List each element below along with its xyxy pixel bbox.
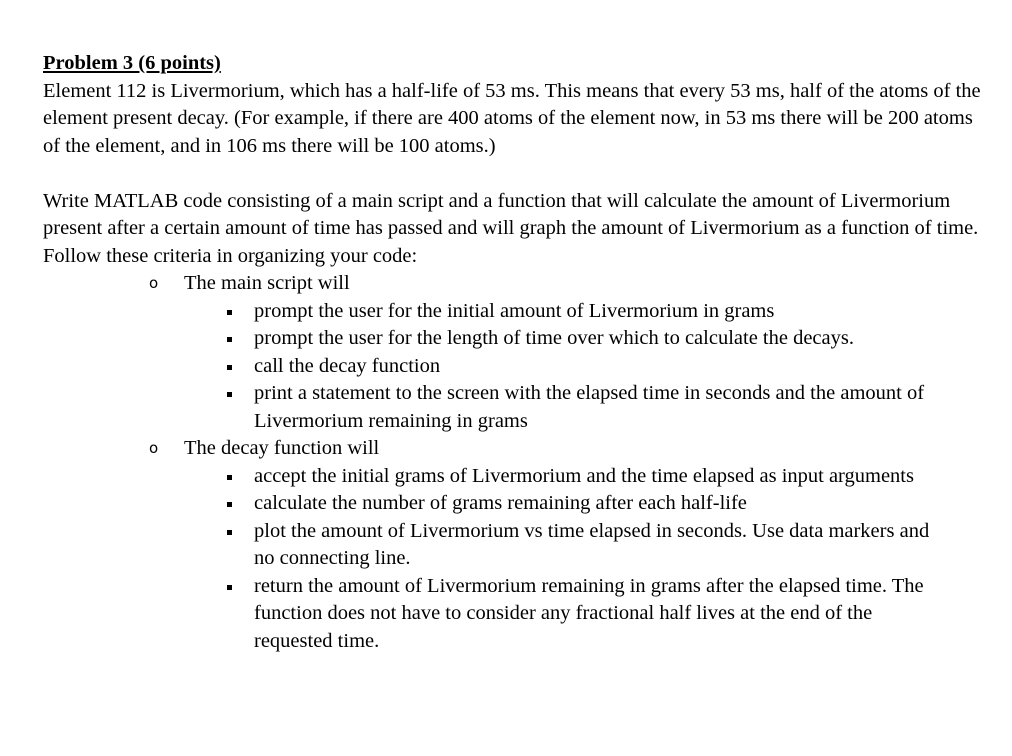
list-item <box>184 380 983 435</box>
square-bullet-icon <box>227 337 232 342</box>
square-bullet-icon <box>227 585 232 590</box>
list-item <box>184 298 983 326</box>
list-item <box>184 325 983 353</box>
task-description: Write MATLAB code consisting of a main script and a function that will calculate the amount of Livermorium present after a certain amount of time has passed and will graph the amount of Livermorium as a function of time. Follow these criteria in organizing your code: <box>43 189 979 267</box>
problem-title: Problem 3 (6 points) <box>43 52 221 74</box>
circle-bullet-icon: o <box>149 274 159 292</box>
problem-block <box>43 50 983 655</box>
list-item <box>184 573 983 656</box>
list-item-text: return the amount of Livermorium remaining in grams after the elapsed time. The function does not have to consider any fractional half lives at the end of the requested time. <box>254 574 924 652</box>
list-item-text: print a statement to the screen with the elapsed time in seconds and the amount of Livermorium remaining in grams <box>254 382 925 432</box>
circle-bullet-icon: o <box>149 439 159 457</box>
list-item-text: plot the amount of Livermorium vs time elapsed in seconds. Use data markers and no connecting line. <box>254 519 930 569</box>
criteria-section <box>43 270 983 435</box>
square-bullet-icon <box>227 475 232 480</box>
list-item <box>184 518 983 573</box>
list-item <box>184 490 983 518</box>
list-item <box>184 353 983 381</box>
paragraph-spacer <box>43 160 983 188</box>
list-item-text: accept the initial grams of Livermorium and the time elapsed as input arguments <box>254 464 914 487</box>
list-item <box>184 463 983 491</box>
section-heading: The decay function will <box>184 437 380 459</box>
square-bullet-icon <box>227 365 232 370</box>
criteria-section <box>43 435 983 655</box>
list-item-text: calculate the number of grams remaining after each half-life <box>254 492 747 514</box>
list-item-text: prompt the user for the initial amount of Livermorium in grams <box>254 299 775 322</box>
section-heading: The main script will <box>184 272 350 294</box>
square-bullet-icon <box>227 392 232 397</box>
list-item-text: call the decay function <box>254 354 441 377</box>
section-items <box>184 298 983 436</box>
square-bullet-icon <box>227 502 232 507</box>
criteria-list <box>43 270 983 655</box>
problem-intro: Element 112 is Livermorium, which has a half-life of 53 ms. This means that every 53 ms, half of the atoms of the element present decay. (For example, if there are 400 atoms of the element now, in 53 ms there will be 200 atoms of the element, and in 106 ms there will be 100 atoms.) <box>43 79 981 157</box>
list-item-text: prompt the user for the length of time over which to calculate the decays. <box>254 327 854 349</box>
square-bullet-icon <box>227 530 232 535</box>
section-items <box>184 463 983 656</box>
square-bullet-icon <box>227 310 232 315</box>
